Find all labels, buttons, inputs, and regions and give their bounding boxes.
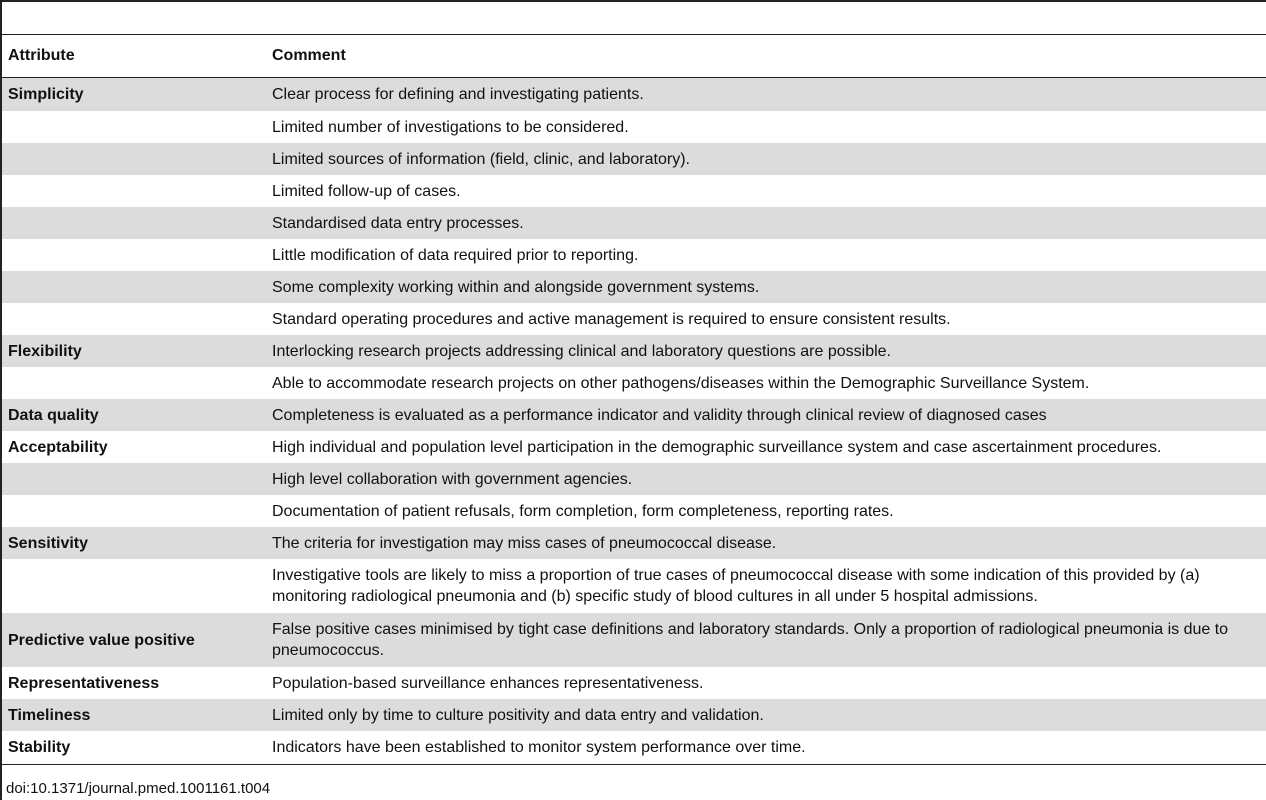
comment-cell: Some complexity working within and alongside government systems. bbox=[264, 271, 1266, 303]
bottom-border-rule bbox=[2, 764, 1266, 765]
header-comment: Comment bbox=[264, 35, 1266, 78]
table-row bbox=[2, 399, 1266, 431]
header-attribute: Attribute bbox=[2, 35, 264, 78]
attributes-table bbox=[2, 34, 1266, 763]
table-row bbox=[2, 175, 1266, 207]
comment-cell: Indicators have been established to monitor system performance over time. bbox=[272, 738, 806, 756]
comment-cell: Investigative tools are likely to miss a proportion of true cases of pneumococcal disease with some indication of this provided by (a) monitoring radiological pneumonia and (b) specific study of blood cultures in all under 5 hospital admissions. bbox=[272, 567, 1200, 605]
comment-cell: Interlocking research projects addressing clinical and laboratory questions are possible. bbox=[264, 335, 1266, 367]
table-body bbox=[2, 78, 1266, 764]
attribute-cell: Predictive value positive bbox=[2, 613, 264, 667]
comment-cell: Completeness is evaluated as a performance indicator and validity through clinical review of diagnosed cases bbox=[264, 399, 1266, 431]
table-row bbox=[2, 667, 1266, 699]
attribute-cell: Representativeness bbox=[8, 674, 160, 692]
attributes-table-container bbox=[2, 34, 1266, 763]
table-row bbox=[2, 559, 1266, 613]
attribute-cell bbox=[2, 367, 264, 399]
table-row bbox=[2, 303, 1266, 335]
attribute-cell: Stability bbox=[8, 738, 71, 756]
doi-caption: doi:10.1371/journal.pmed.1001161.t004 bbox=[6, 780, 271, 797]
table-row bbox=[2, 207, 1266, 239]
attribute-cell bbox=[2, 303, 264, 335]
table-row bbox=[2, 463, 1266, 495]
comment-cell: High individual and population level participation in the demographic surveillance system and case ascertainment procedures. bbox=[272, 438, 1162, 456]
attribute-cell bbox=[2, 143, 264, 175]
table-row bbox=[2, 143, 1266, 175]
top-border-rule bbox=[2, 0, 1266, 2]
table-row bbox=[2, 367, 1266, 399]
table-row bbox=[2, 699, 1266, 731]
table-row bbox=[2, 613, 1266, 667]
table-row bbox=[2, 271, 1266, 303]
attribute-cell: Timeliness bbox=[2, 699, 264, 731]
comment-cell: Population-based surveillance enhances representativeness. bbox=[272, 674, 704, 692]
table-row bbox=[2, 78, 1266, 112]
comment-cell: Limited only by time to culture positivity and data entry and validation. bbox=[264, 699, 1266, 731]
attribute-cell bbox=[2, 495, 264, 527]
attribute-cell bbox=[2, 239, 264, 271]
attribute-cell: Simplicity bbox=[2, 78, 264, 112]
table-header-row bbox=[2, 35, 1266, 78]
table-row bbox=[2, 335, 1266, 367]
attribute-cell: Acceptability bbox=[8, 438, 108, 456]
table-row bbox=[2, 111, 1266, 143]
table-row bbox=[2, 527, 1266, 559]
comment-cell: Little modification of data required prior to reporting. bbox=[272, 246, 639, 264]
attribute-cell bbox=[2, 271, 264, 303]
attribute-cell: Flexibility bbox=[2, 335, 264, 367]
comment-cell: Standardised data entry processes. bbox=[264, 207, 1266, 239]
comment-cell: Standard operating procedures and active management is required to ensure consistent results. bbox=[272, 310, 951, 328]
comment-cell: The criteria for investigation may miss cases of pneumococcal disease. bbox=[264, 527, 1266, 559]
comment-cell: Limited number of investigations to be considered. bbox=[272, 118, 629, 136]
table-row bbox=[2, 431, 1266, 463]
table-row bbox=[2, 495, 1266, 527]
comment-cell: High level collaboration with government agencies. bbox=[264, 463, 1266, 495]
comment-cell: Limited sources of information (field, clinic, and laboratory). bbox=[264, 143, 1266, 175]
attribute-cell bbox=[2, 463, 264, 495]
comment-cell: Limited follow-up of cases. bbox=[272, 182, 461, 200]
attribute-cell bbox=[2, 207, 264, 239]
table-row bbox=[2, 731, 1266, 763]
attribute-cell bbox=[2, 111, 264, 143]
comment-cell: False positive cases minimised by tight case definitions and laboratory standards. Only a proportion of radiological pneumonia is due to pneumococcus. bbox=[264, 613, 1266, 667]
attribute-cell: Sensitivity bbox=[2, 527, 264, 559]
comment-cell: Able to accommodate research projects on other pathogens/diseases within the Demographic Surveillance System. bbox=[272, 374, 1090, 392]
attribute-cell: Data quality bbox=[2, 399, 264, 431]
comment-cell: Clear process for defining and investigating patients. bbox=[264, 78, 1266, 112]
attribute-cell bbox=[2, 559, 264, 613]
table-row bbox=[2, 239, 1266, 271]
attribute-cell bbox=[2, 175, 264, 207]
comment-cell: Documentation of patient refusals, form completion, form completeness, reporting rates. bbox=[272, 502, 894, 520]
